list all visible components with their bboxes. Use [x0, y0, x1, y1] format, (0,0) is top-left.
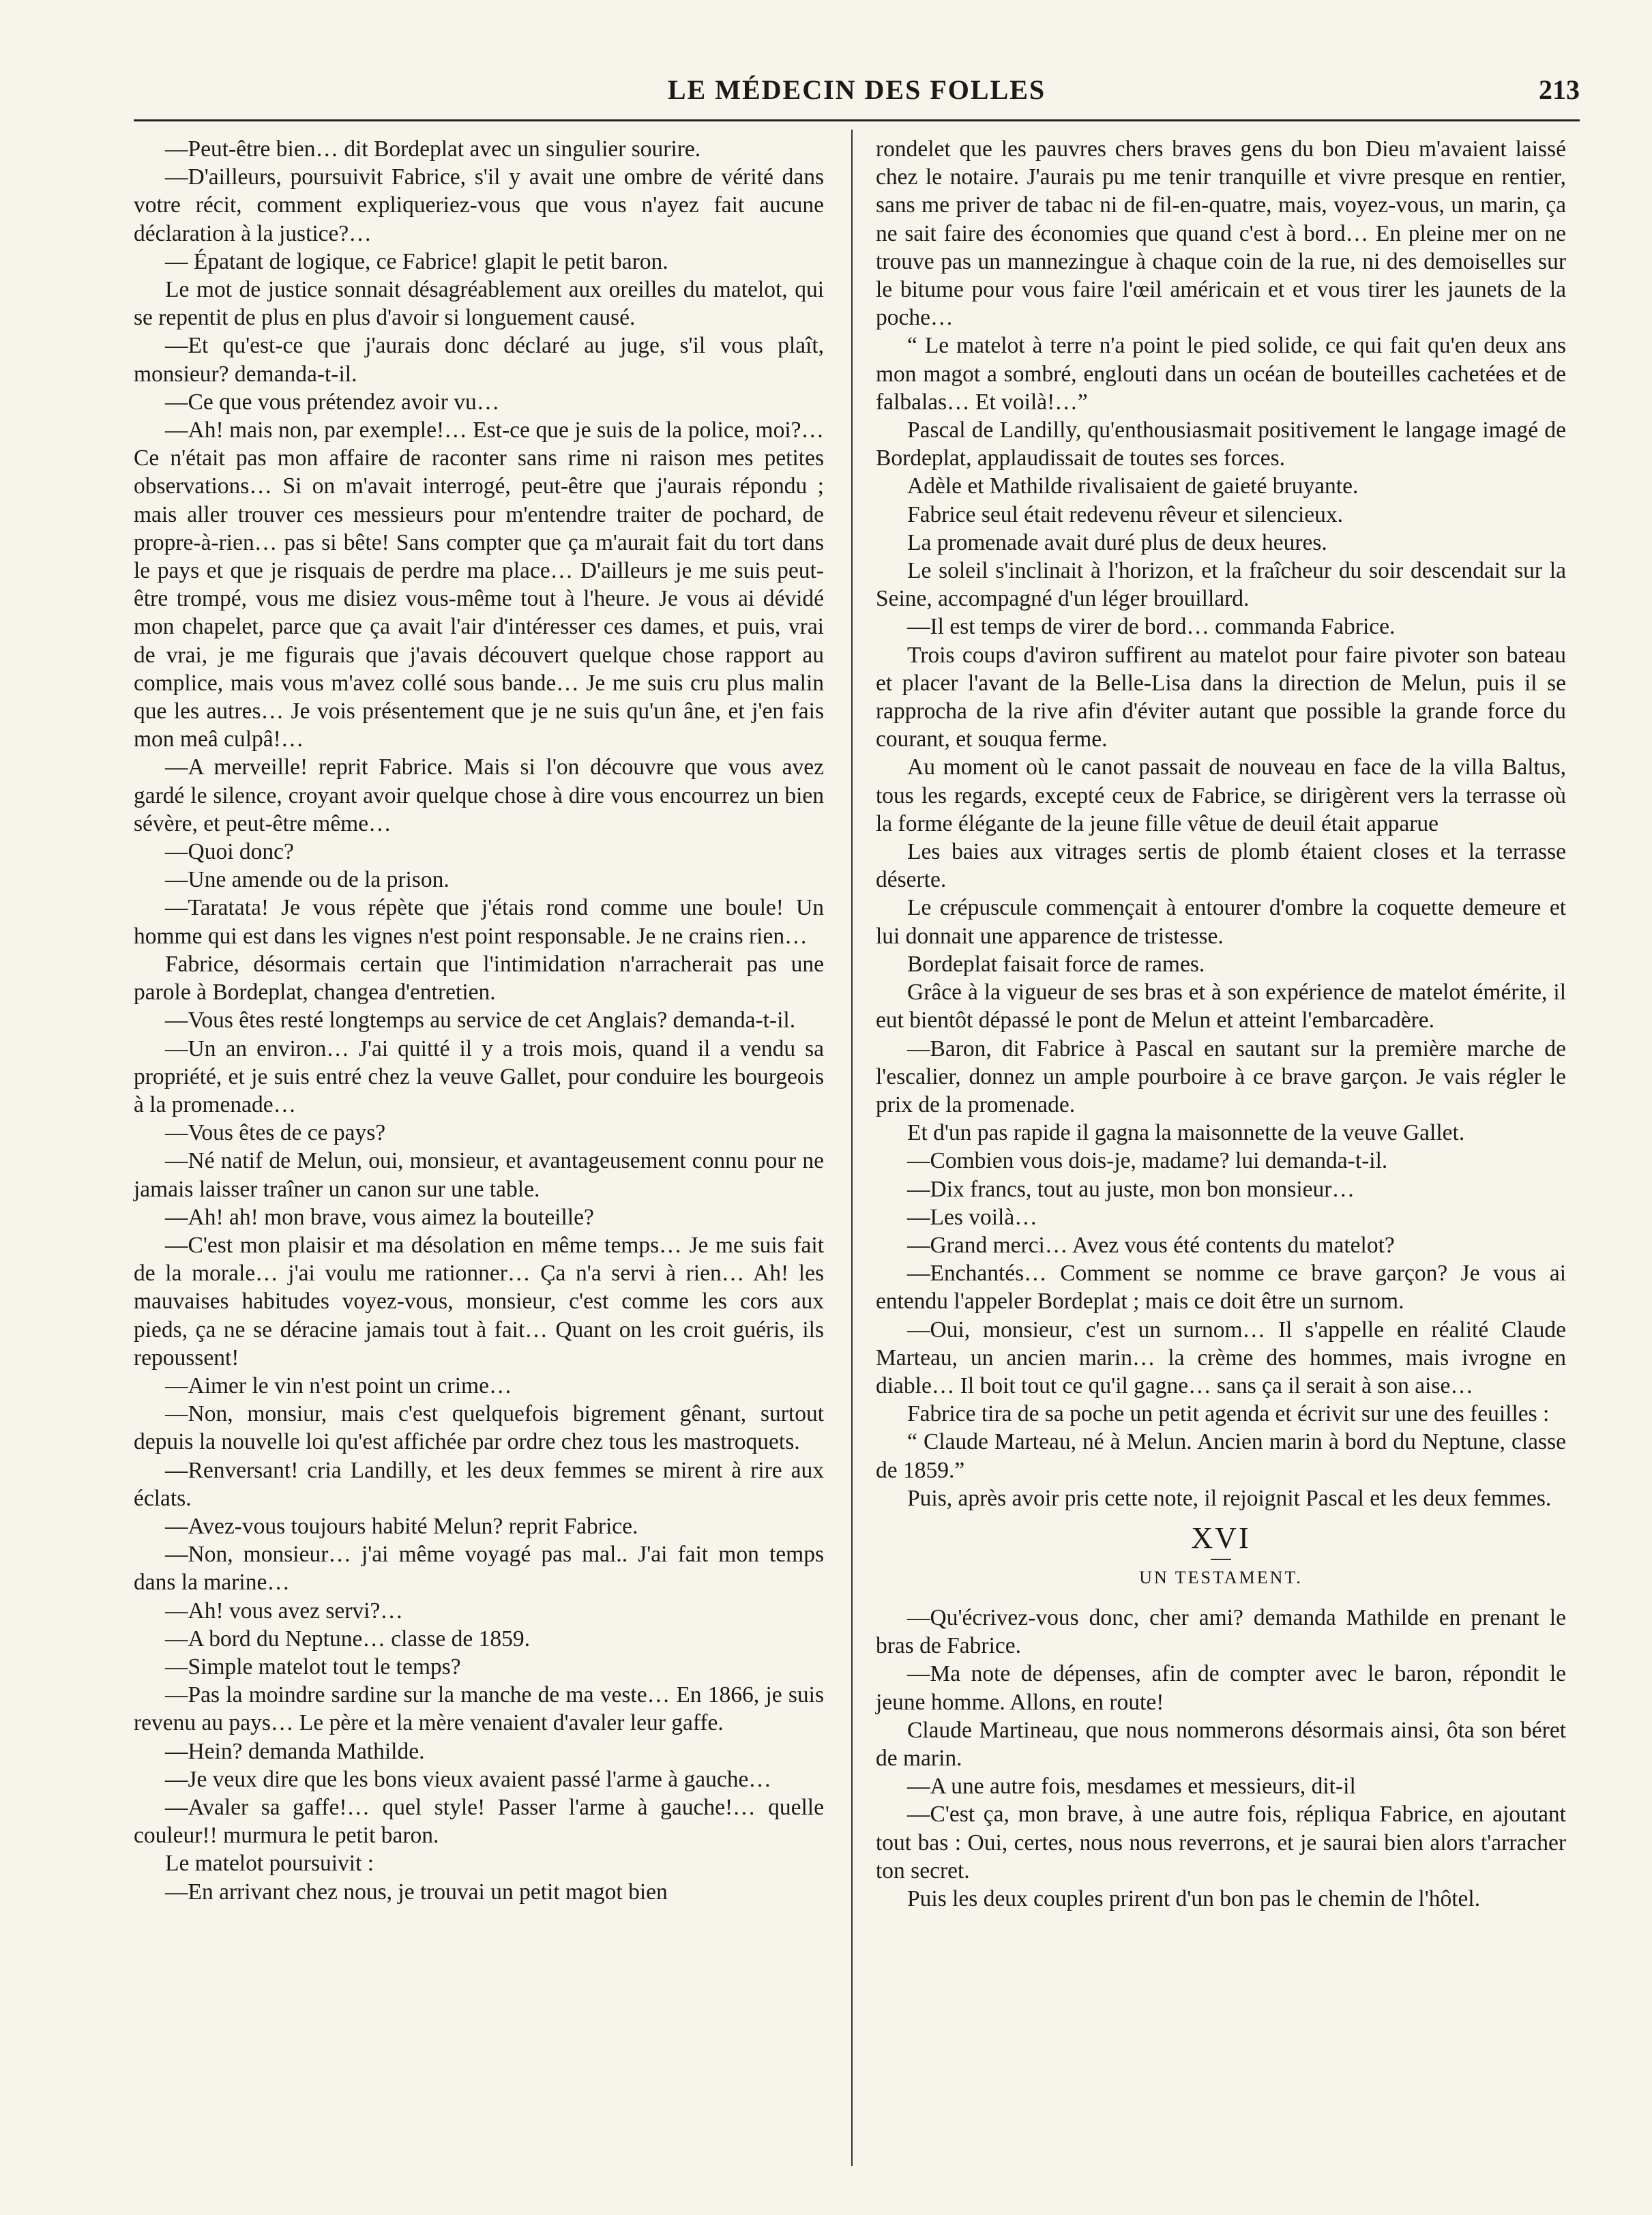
paragraph: —A bord du Neptune… classe de 1859.: [165, 1626, 530, 1652]
paragraph: —Il est temps de virer de bord… commanda Fabrice.: [907, 614, 1396, 640]
column-divider: [851, 130, 853, 2166]
paragraph: —En arrivant chez nous, je trouvai un petit magot bien: [165, 1879, 668, 1905]
paragraph: Le matelot poursuivit :: [165, 1851, 374, 1877]
paragraph: —C'est mon plaisir et ma désolation en même temps… Je me suis fait de la morale… j'ai voulu me rationner… Ça n'a servi à rien… Ah! les mauvaises habitudes voyez-vous, monsieur, c'est comme les cors aux pieds, ça ne se déracine jamais tout à fait… Quant on les croit guéris, ils repoussent!: [134, 1232, 824, 1370]
paragraph: —Avez-vous toujours habité Melun? reprit Fabrice.: [165, 1513, 638, 1539]
paragraph: Fabrice seul était redevenu rêveur et silencieux.: [907, 501, 1344, 527]
paragraph: Trois coups d'aviron suffirent au matelot pour faire pivoter son bateau et placer l'avant de la Belle-Lisa dans la direction de Melun, puis il se rapprocha de la rive afin d'éviter autant que possible la grande force du courant, et souqua ferme.: [876, 642, 1566, 752]
right-column-before-chapter: [876, 135, 1566, 1512]
paragraph: —Ah! vous avez servi?…: [165, 1598, 403, 1624]
paragraph: — Épatant de logique, ce Fabrice! glapit le petit baron.: [165, 248, 668, 274]
paragraph: —A une autre fois, mesdames et messieurs, dit-il: [907, 1774, 1356, 1800]
paragraph: “ Claude Marteau, né à Melun. Ancien marin à bord du Neptune, classe de 1859.”: [876, 1429, 1566, 1483]
paragraph: —Baron, dit Fabrice à Pascal en sautant sur la première marche de l'escalier, donnez un ample pourboire à ce brave garçon. Je vais régler le prix de la promenade.: [876, 1036, 1566, 1117]
paragraph: —A merveille! reprit Fabrice. Mais si l'on découvre que vous avez gardé le silence, croyant avoir quelque chose à dire vous encourrez un bien sévère, et peut-être même…: [134, 754, 824, 836]
page-header: [134, 74, 1580, 115]
paragraph: —Qu'écrivez-vous donc, cher ami? demanda Mathilde en prenant le bras de Fabrice.: [876, 1604, 1566, 1659]
paragraph: —Et qu'est-ce que j'aurais donc déclaré au juge, s'il vous plaît, monsieur? demanda-t-il.: [134, 333, 824, 387]
paragraph: —Avaler sa gaffe!… quel style! Passer l'arme à gauche!… quelle couleur!! murmura le petit baron.: [134, 1794, 824, 1849]
paragraph: Puis, après avoir pris cette note, il rejoignit Pascal et les deux femmes.: [907, 1485, 1552, 1511]
paragraph: —Dix francs, tout au juste, mon bon monsieur…: [907, 1176, 1355, 1202]
page-number: 213: [1539, 74, 1580, 105]
chapter-rule: [1211, 1559, 1231, 1560]
header-rule: [134, 119, 1580, 121]
paragraph: Les baies aux vitrages sertis de plomb étaient closes et la terrasse déserte.: [876, 839, 1566, 893]
paragraph: —Combien vous dois-je, madame? lui demanda-t-il.: [907, 1148, 1388, 1174]
paragraph: Fabrice tira de sa poche un petit agenda et écrivit sur une des feuilles :: [907, 1401, 1550, 1427]
paragraph: Claude Martineau, que nous nommerons désormais ainsi, ôta son béret de marin.: [876, 1717, 1566, 1771]
paragraph: —Non, monsiur, mais c'est quelquefois bigrement gênant, surtout depuis la nouvelle loi qu'est affichée par ordre chez tous les mastroquets.: [134, 1401, 824, 1455]
paragraph: La promenade avait duré plus de deux heures.: [907, 529, 1327, 555]
running-title: LE MÉDECIN DES FOLLES: [667, 74, 1046, 105]
paragraph: rondelet que les pauvres chers braves gens du bon Dieu m'avaient laissé chez le notaire. J'aurais pu me tenir tranquille et vivre presque en rentier, sans me priver de tabac ni de fil-en-quatre, mais, voyez-vous, un marin, ça ne sait faire des économies que quand c'est à bord… En pleine mer on ne trouve pas un mannezingue à chaque coin de la rue, ni des demoiselles sur le bitume pour vous faire l'œil américain et et vous tirer les jaunets de la poche…: [876, 136, 1566, 331]
paragraph: —Taratata! Je vous répète que j'étais rond comme une boule! Un homme qui est dans les vignes n'est point responsable. Je ne crains rien…: [134, 895, 824, 949]
paragraph: Le crépuscule commençait à entourer d'ombre la coquette demeure et lui donnait une apparence de tristesse.: [876, 895, 1566, 949]
paragraph: —Vous êtes resté longtemps au service de cet Anglais? demanda-t-il.: [165, 1008, 796, 1033]
paragraph: Et d'un pas rapide il gagna la maisonnette de la veuve Gallet.: [907, 1120, 1465, 1146]
paragraph: Au moment où le canot passait de nouveau en face de la villa Baltus, tous les regards, excepté ceux de Fabrice, se dirigèrent vers la terrasse où la forme élégante de la jeune fille vêtue de deuil était apparue: [876, 754, 1566, 836]
paragraph: —Un an environ… J'ai quitté il y a trois mois, quand il a vendu sa propriété, et je suis entré chez la veuve Gallet, pour conduire les bourgeois à la promenade…: [134, 1036, 824, 1117]
paragraph: —Ah! mais non, par exemple!… Est-ce que je suis de la police, moi?… Ce n'était pas mon affaire de raconter sans rime ni raison mes petites observations… Si on m'avait interrogé, peut-être que j'aurais répondu ; mais aller trouver ces messieurs pour m'entendre traiter de pochard, de propre-à-rien… pas si bête! Sans compter que ça m'aurait fait du tort dans le pays et que je risquais de perdre ma place… D'ailleurs je me suis peut-être trompé, vous me disiez vous-même tout à l'heure. Je vous ai dévidé mon chapelet, parce que ça avait l'air d'intéresser ces dames, et puis, vrai de vrai, je me figurais que j'avais découvert quelque chose rapport au complice, mais vous m'avez collé sous bande… Je me suis cru plus malin que les autres… Je vois présentement que je ne suis qu'un âne, et j'en fais mon meâ culpâ!…: [134, 417, 824, 752]
paragraph: Le soleil s'inclinait à l'horizon, et la fraîcheur du soir descendait sur la Seine, accompagné d'un léger brouillard.: [876, 558, 1566, 612]
paragraph: —Peut-être bien… dit Bordeplat avec un singulier sourire.: [165, 136, 701, 162]
paragraph: —C'est ça, mon brave, à une autre fois, répliqua Fabrice, en ajoutant tout bas : Oui, certes, nous nous reverrons, et je saurai bien alors t'arracher ton secret.: [876, 1802, 1566, 1883]
paragraph: Pascal de Landilly, qu'enthousiasmait positivement le langage imagé de Bordeplat, applaudissait de toutes ses forces.: [876, 417, 1566, 471]
right-column: [876, 135, 1566, 1913]
paragraph: —Une amende ou de la prison.: [165, 867, 449, 893]
paragraph: Le mot de justice sonnait désagréablement aux oreilles du matelot, qui se repentit de plus en plus d'avoir si longuement causé.: [134, 277, 824, 331]
paragraph: —Renversant! cria Landilly, et les deux femmes se mirent à rire aux éclats.: [134, 1457, 824, 1511]
paragraph: “ Le matelot à terre n'a point le pied solide, ce qui fait qu'en deux ans mon magot a sombré, englouti dans un océan de bouteilles cachetées et de falbalas… Et voilà!…”: [876, 333, 1566, 415]
paragraph: —Ah! ah! mon brave, vous aimez la bouteille?: [165, 1204, 594, 1230]
left-column: [134, 135, 824, 1906]
paragraph: Puis les deux couples prirent d'un bon pas le chemin de l'hôtel.: [907, 1886, 1481, 1911]
paragraph: —Né natif de Melun, oui, monsieur, et avantageusement connu pour ne jamais laisser traîner un canon sur une table.: [134, 1148, 824, 1202]
chapter-title: UN TESTAMENT.: [1139, 1567, 1303, 1587]
paragraph: —Aimer le vin n'est point un crime…: [165, 1373, 512, 1398]
paragraph: —Simple matelot tout le temps?: [165, 1654, 461, 1679]
paragraph: Grâce à la vigueur de ses bras et à son expérience de matelot émérite, il eut bientôt dépassé le pont de Melun et atteint l'embarcadère.: [876, 980, 1566, 1033]
paragraph: —Ce que vous prétendez avoir vu…: [165, 389, 500, 415]
paragraph: —Pas la moindre sardine sur la manche de ma veste… En 1866, je suis revenu au pays… Le père et la mère venaient d'avaler leur gaffe.: [134, 1682, 824, 1736]
paragraph: —Hein? demanda Mathilde.: [165, 1738, 425, 1764]
paragraph: —Grand merci… Avez vous été contents du matelot?: [907, 1232, 1395, 1258]
chapter-number: XVI: [1191, 1521, 1251, 1555]
paragraph: Adèle et Mathilde rivalisaient de gaieté bruyante.: [907, 473, 1359, 499]
paragraph: —Les voilà…: [907, 1204, 1037, 1230]
paragraph: —Enchantés… Comment se nomme ce brave garçon? Je vous ai entendu l'appeler Bordeplat ; mais ce doit être un surnom.: [876, 1261, 1566, 1315]
paragraph: Fabrice, désormais certain que l'intimidation n'arracherait pas une parole à Bordeplat, changea d'entretien.: [134, 951, 824, 1006]
paragraph: —Oui, monsieur, c'est un surnom… Il s'appelle en réalité Claude Marteau, un ancien marin… la crème des hommes, mais ivrogne en diable… Il boit tout ce qu'il gagne… sans ça il serait à son aise…: [876, 1317, 1566, 1398]
paragraph: —Quoi donc?: [165, 839, 294, 865]
paragraph: Bordeplat faisait force de rames.: [907, 951, 1205, 977]
paragraph: —Non, monsieur… j'ai même voyagé pas mal.. J'ai fait mon temps dans la marine…: [134, 1542, 824, 1596]
right-column-after-chapter: [876, 1604, 1566, 1913]
paragraph: —Ma note de dépenses, afin de compter avec le baron, répondit le jeune homme. Allons, en route!: [876, 1661, 1566, 1715]
paragraph: —Vous êtes de ce pays?: [165, 1120, 386, 1146]
paragraph: —Je veux dire que les bons vieux avaient passé l'arme à gauche…: [165, 1766, 771, 1792]
paragraph: —D'ailleurs, poursuivit Fabrice, s'il y avait une ombre de vérité dans votre récit, comment expliqueriez-vous que vous n'ayez fait aucune déclaration à la justice?…: [134, 164, 824, 246]
